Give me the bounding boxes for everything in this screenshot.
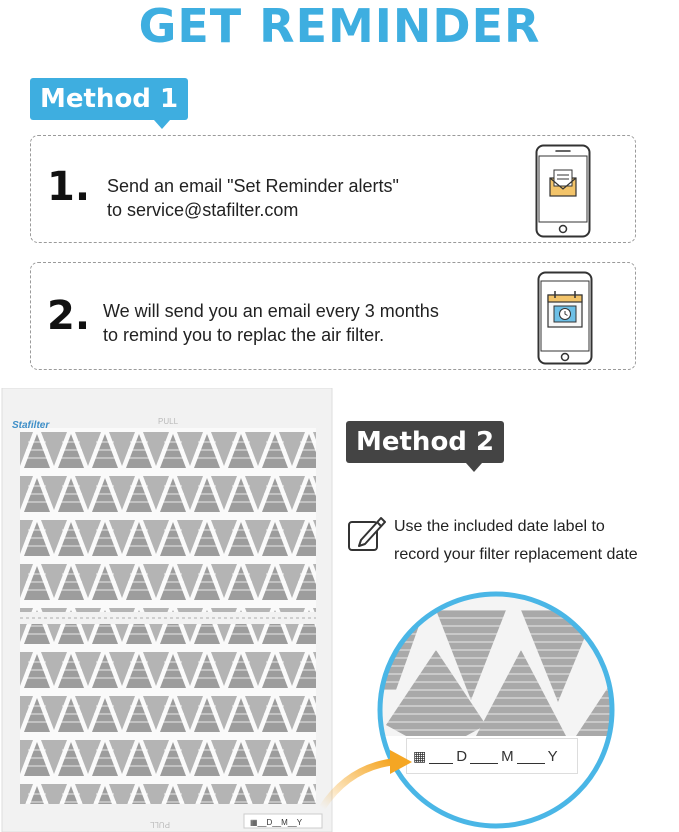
- arrow-icon: [318, 748, 414, 812]
- calendar-icon: ▦: [413, 747, 427, 764]
- method-2-badge: Method 2: [346, 421, 504, 463]
- step-2-card: [30, 262, 636, 370]
- brand-logo: Stafilter: [12, 420, 50, 431]
- phone-email-icon: [535, 144, 591, 238]
- day-letter: D: [456, 747, 468, 765]
- pen-edit-icon: [347, 514, 387, 554]
- step-text: [103, 299, 439, 347]
- method-2-text: [394, 513, 638, 569]
- month-blank: [470, 749, 498, 764]
- step-line: We will send you an email every 3 months: [103, 301, 439, 321]
- page-title: GET REMINDER: [138, 0, 541, 53]
- month-letter: M: [501, 747, 514, 765]
- pull-label-bottom: PULL: [149, 820, 170, 829]
- step-number: 2.: [47, 293, 91, 339]
- step-line: to service@stafilter.com: [107, 200, 299, 220]
- step-line: Send an email "Set Reminder alerts": [107, 176, 399, 196]
- step-text: [107, 174, 399, 222]
- pull-label: PULL: [158, 417, 179, 426]
- method-2-line: Use the included date label to: [394, 518, 605, 535]
- year-blank: [517, 749, 545, 764]
- method-1-badge: Method 1: [30, 78, 188, 120]
- method-2-line: record your filter replacement date: [394, 546, 638, 563]
- day-blank: [429, 749, 453, 764]
- step-number: 1.: [47, 164, 91, 210]
- year-letter: Y: [547, 747, 558, 765]
- step-line: to remind you to replac the air filter.: [103, 325, 385, 345]
- date-label: [406, 738, 578, 774]
- step-1-card: [30, 135, 636, 243]
- phone-calendar-icon: [537, 271, 593, 365]
- mini-date-label: ▦__D__M__Y: [250, 818, 303, 827]
- air-filter-image: [0, 388, 334, 832]
